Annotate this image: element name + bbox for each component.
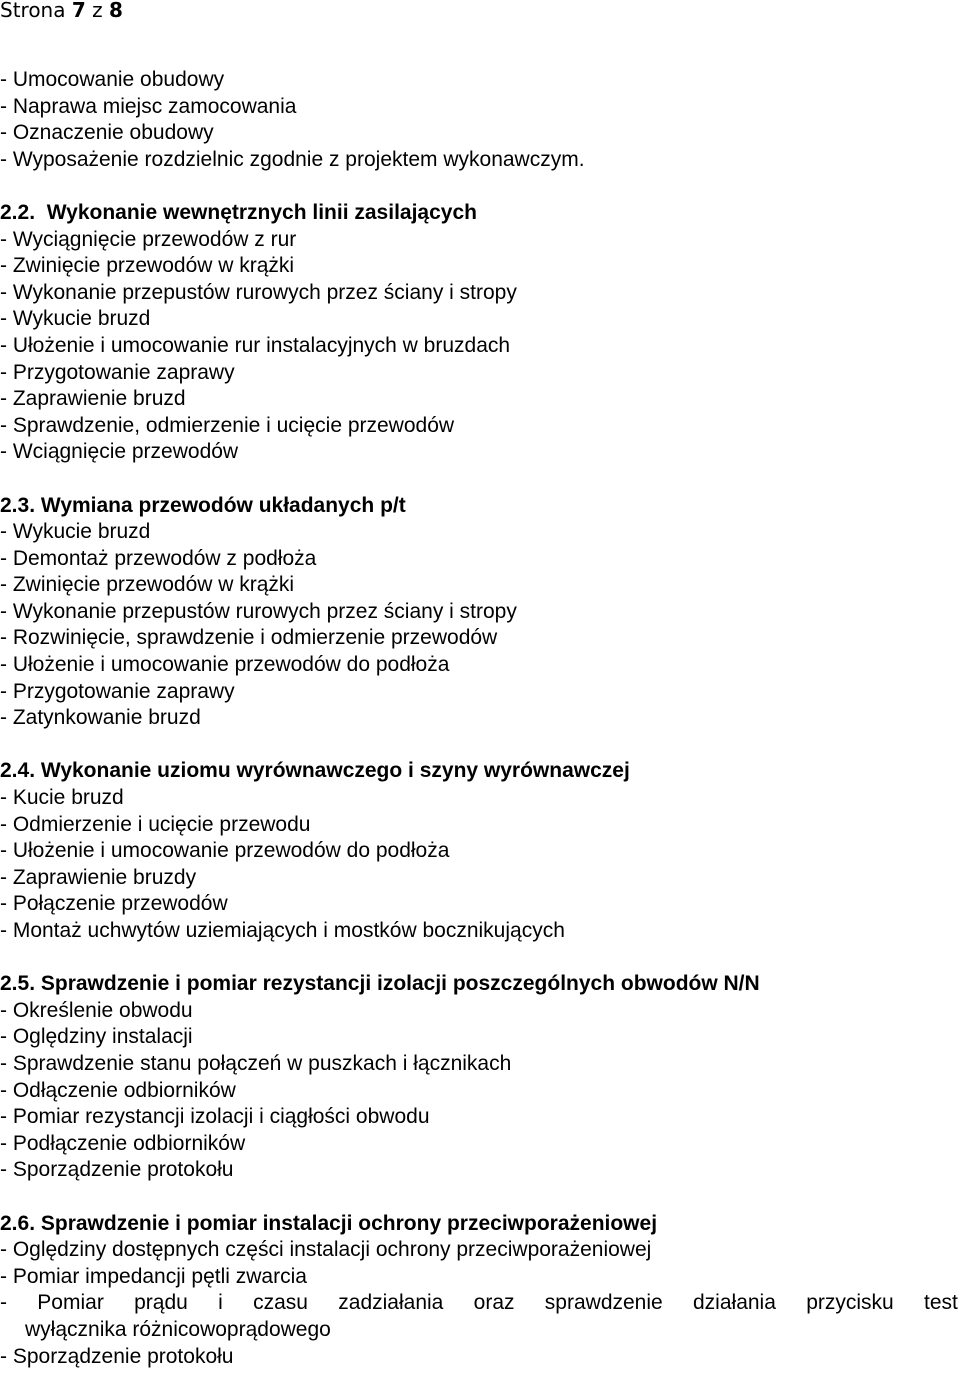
- section-title: Wykonanie wewnętrznych linii zasilających: [46, 200, 477, 224]
- section-title: Wykonanie uziomu wyrównawczego i szyny wyrównawczej: [40, 759, 630, 783]
- list-item: - Ułożenie i umocowanie rur instalacyjnych w bruzdach: [0, 333, 511, 357]
- list-item: - Naprawa miejsc zamocowania: [0, 94, 297, 118]
- section-2-3: [0, 493, 960, 732]
- list-item: - Przygotowanie zaprawy: [0, 679, 235, 703]
- list-item: - Wykucie bruzd: [0, 307, 151, 331]
- section-heading: [0, 493, 960, 520]
- justified-word: Pomiar: [37, 1291, 104, 1315]
- list-item-justified: [0, 1290, 958, 1317]
- list-item: - Wykucie bruzd: [0, 520, 151, 544]
- section-title: Sprawdzenie i pomiar rezystancji izolacji poszczególnych obwodów N/N: [40, 972, 760, 996]
- document-body: [0, 67, 960, 1370]
- justified-word: przycisku: [806, 1291, 894, 1315]
- list-item: - Montaż uchwytów uziemiających i mostków bocznikujących: [0, 919, 565, 942]
- list-item: - Umocowanie obudowy: [0, 68, 225, 91]
- list-item: - Sporządzenie protokołu: [0, 1344, 234, 1368]
- section-2-6: [0, 1211, 960, 1371]
- justified-word: sprawdzenie: [544, 1291, 663, 1315]
- page-label: Strona: [0, 0, 72, 22]
- total-pages-number: 8: [109, 0, 123, 22]
- list-item: - Wykonanie przepustów rurowych przez ściany i stropy: [0, 599, 517, 623]
- justified-word: i: [218, 1291, 223, 1315]
- section-heading: [0, 971, 960, 998]
- section-number: 2.2.: [0, 200, 36, 224]
- section-2-2: [0, 200, 960, 466]
- list-item: - Oznaczenie obudowy: [0, 121, 214, 145]
- list-item: - Sporządzenie protokołu: [0, 1158, 234, 1182]
- list-item: - Demontaż przewodów z podłoża: [0, 546, 317, 570]
- list-item: - Wyposażenie rozdzielnic zgodnie z projektem wykonawczym.: [0, 147, 585, 171]
- list-item: - Zwinięcie przewodów w krążki: [0, 573, 295, 597]
- list-item: - Ułożenie i umocowanie przewodów do podłoża: [0, 839, 450, 863]
- page-separator: z: [85, 0, 109, 22]
- list-item: - Rozwinięcie, sprawdzenie i odmierzenie przewodów: [0, 626, 498, 650]
- justified-word: -: [0, 1291, 7, 1315]
- section-number: 2.5.: [0, 972, 36, 996]
- list-item: - Pomiar rezystancji izolacji i ciągłości obwodu: [0, 1105, 430, 1129]
- list-item: - Podłączenie odbiorników: [0, 1131, 246, 1155]
- justified-word: prądu: [134, 1291, 188, 1315]
- spacer: [0, 732, 960, 759]
- list-item: - Zaprawienie bruzd: [0, 387, 186, 411]
- list-item: - Przygotowanie zaprawy: [0, 360, 235, 384]
- list-item: - Odłączenie odbiorników: [0, 1078, 236, 1102]
- current-page-number: 7: [71, 0, 86, 22]
- justified-word: działania: [693, 1291, 776, 1315]
- page-number-header: [0, 0, 123, 20]
- list-item: - Wykonanie przepustów rurowych przez ściany i stropy: [0, 280, 517, 304]
- list-item: - Odmierzenie i ucięcie przewodu: [0, 812, 311, 836]
- justified-word: zadziałania: [338, 1291, 444, 1315]
- spacer: [0, 945, 960, 972]
- list-item-continuation: wyłącznika różnicowoprądowego: [25, 1317, 331, 1341]
- section-title: Sprawdzenie i pomiar instalacji ochrony przeciwporażeniowej: [40, 1211, 658, 1235]
- list-item: - Określenie obwodu: [0, 998, 193, 1022]
- justified-word: oraz: [473, 1291, 515, 1315]
- spacer: [0, 466, 960, 493]
- section-heading: [0, 200, 960, 227]
- list-item: - Ułożenie i umocowanie przewodów do podłoża: [0, 653, 450, 677]
- list-item: - Sprawdzenie stanu połączeń w puszkach i łącznikach: [0, 1051, 512, 1075]
- list-item: - Oględziny instalacji: [0, 1025, 193, 1049]
- list-item: - Pomiar impedancji pętli zwarcia: [0, 1264, 307, 1288]
- list-item: - Oględziny dostępnych części instalacji ochrony przeciwporażeniowej: [0, 1238, 652, 1262]
- intro-list: [0, 67, 960, 173]
- spacer: [0, 1184, 960, 1211]
- spacer: [0, 173, 960, 200]
- section-heading: [0, 1211, 960, 1238]
- section-2-5: [0, 971, 960, 1184]
- section-number: 2.3.: [0, 493, 36, 517]
- list-item: - Wciągnięcie przewodów: [0, 440, 239, 464]
- list-item: - Połączenie przewodów: [0, 892, 228, 916]
- section-number: 2.4.: [0, 759, 36, 783]
- section-title: Wymiana przewodów układanych p/t: [40, 493, 406, 517]
- list-item: - Kucie bruzd: [0, 786, 124, 810]
- justified-word: test: [924, 1291, 958, 1315]
- list-item: - Zatynkowanie bruzd: [0, 706, 201, 730]
- section-2-4: [0, 758, 960, 944]
- list-item: - Zaprawienie bruzdy: [0, 865, 197, 889]
- section-number: 2.6.: [0, 1211, 36, 1235]
- justified-word: czasu: [253, 1291, 308, 1315]
- list-item: - Sprawdzenie, odmierzenie i ucięcie przewodów: [0, 413, 455, 437]
- section-heading: [0, 758, 960, 785]
- list-item: - Wyciągnięcie przewodów z rur: [0, 227, 297, 251]
- list-item: - Zwinięcie przewodów w krążki: [0, 254, 295, 278]
